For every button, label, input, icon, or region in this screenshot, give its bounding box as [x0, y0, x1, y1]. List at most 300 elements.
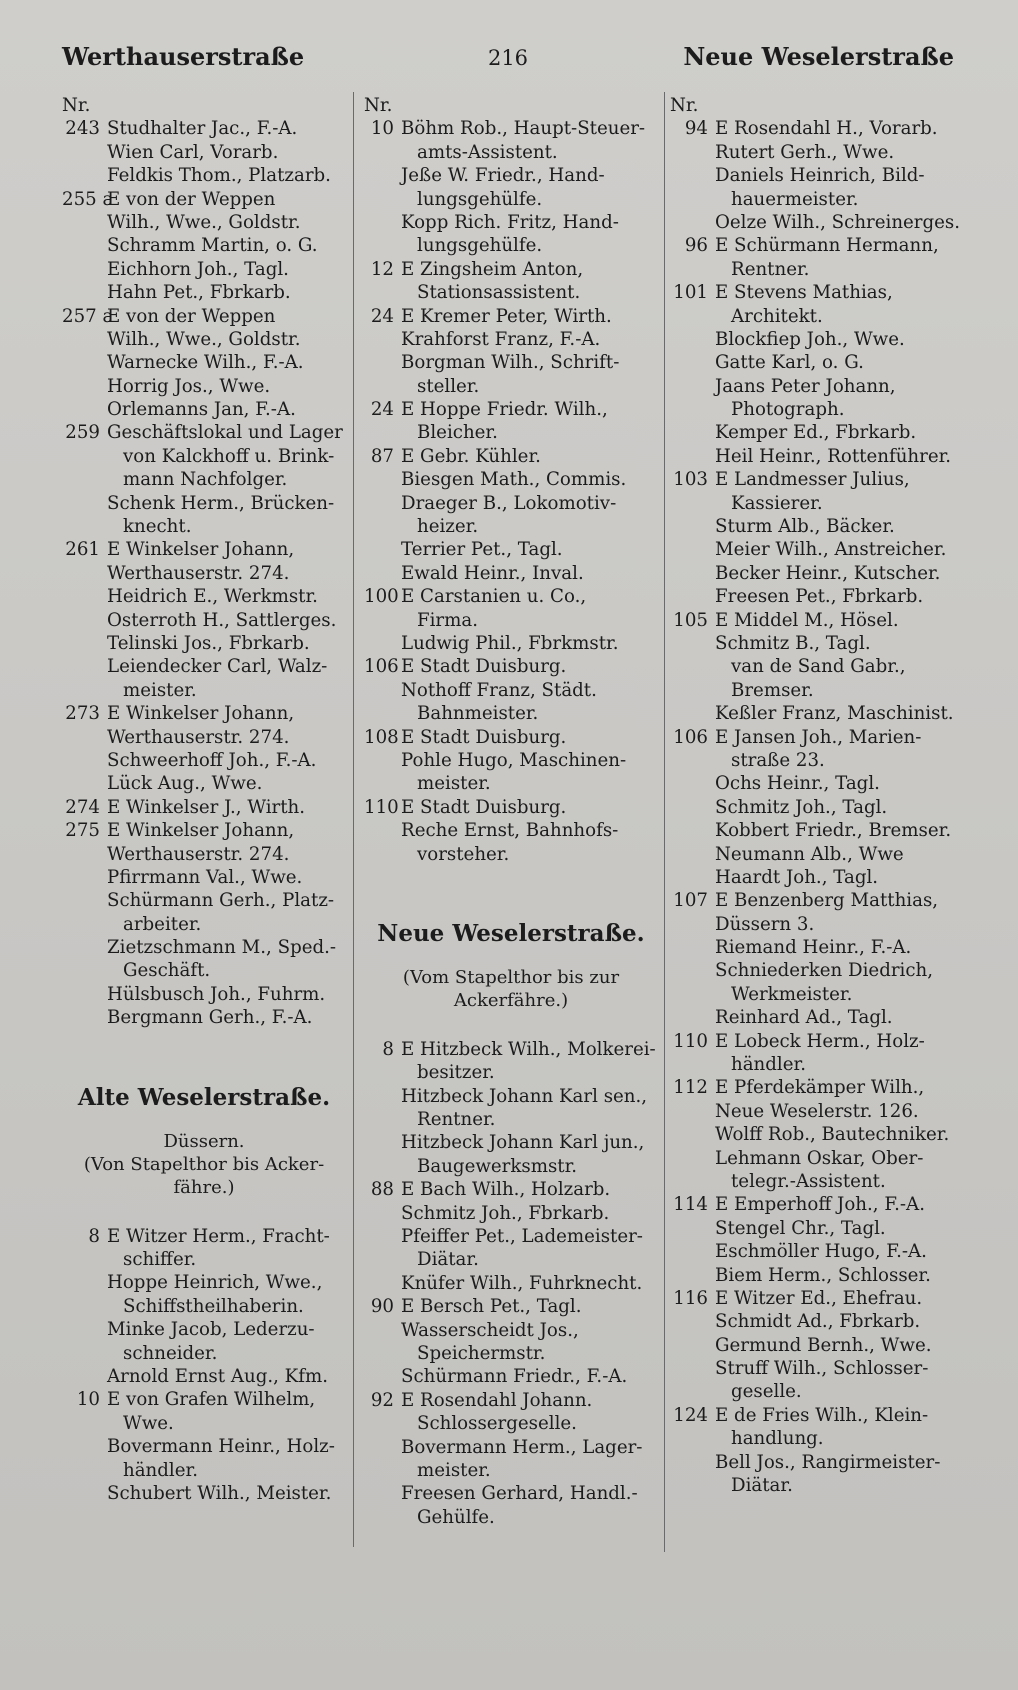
entry-line	[62, 772, 346, 795]
entry-line	[670, 796, 962, 819]
resident-name: Wien Carl, Vorarb.	[107, 141, 279, 163]
resident-name: E Stadt Duisburg.	[401, 656, 567, 678]
house-number: 255 a	[62, 188, 114, 210]
entry-line	[670, 515, 962, 538]
resident-name: Stationsassistent.	[417, 282, 581, 304]
resident-name: steller.	[417, 375, 480, 397]
directory-entry	[670, 609, 962, 726]
resident-name: Schniederken Diedrich,	[715, 960, 934, 982]
entry-line	[670, 983, 962, 1006]
entry-line	[62, 1006, 346, 1029]
resident-name: Haardt Joh., Tagl.	[715, 866, 879, 888]
directory-entry	[364, 1389, 658, 1529]
entry-line	[670, 164, 962, 187]
resident-name: Germund Bernh., Wwe.	[715, 1334, 932, 1356]
resident-name: Stengel Chr., Tagl.	[715, 1217, 886, 1239]
resident-name: E Pferdekämper Wilh.,	[715, 1077, 925, 1099]
house-number: 114	[673, 1194, 708, 1216]
house-number: 116	[673, 1287, 708, 1309]
house-number: 243	[65, 118, 100, 140]
entry-line	[62, 702, 346, 725]
entry-line	[364, 632, 658, 655]
resident-name: Ochs Heinr., Tagl.	[715, 773, 880, 795]
directory-entry	[670, 1404, 962, 1498]
house-number: 274	[65, 796, 100, 818]
resident-name: Sturm Alb., Bäcker.	[715, 516, 895, 538]
resident-name: Werthauserstr. 274.	[107, 726, 290, 748]
resident-name: Biesgen Math., Commis.	[401, 469, 627, 491]
section-subtitle: fähre.)	[173, 1176, 235, 1198]
resident-name: E von der Weppen	[107, 188, 276, 210]
house-number: 107	[673, 890, 708, 912]
resident-name: Arnold Ernst Aug., Kfm.	[107, 1365, 329, 1387]
entry-line	[62, 562, 346, 585]
entry-line	[670, 1404, 962, 1427]
house-number: 92	[370, 1389, 394, 1411]
house-number: 275	[65, 820, 100, 842]
directory-entry	[670, 1030, 962, 1077]
house-number: 96	[684, 235, 708, 257]
resident-name: Terrier Pet., Tagl.	[401, 539, 563, 561]
resident-name: E von der Weppen	[107, 305, 276, 327]
resident-name: händler.	[731, 1054, 806, 1076]
entry-line	[670, 1076, 962, 1099]
resident-name: E Rosendahl Johann.	[401, 1389, 593, 1411]
entry-line	[364, 492, 658, 515]
entry-line	[62, 843, 346, 866]
house-number: 10	[76, 1389, 100, 1411]
resident-name: Rutert Gerh., Wwe.	[715, 141, 895, 163]
resident-name: Ludwig Phil., Fbrkmstr.	[401, 632, 619, 654]
resident-name: Schlossergeselle.	[417, 1413, 577, 1435]
resident-name: E de Fries Wilh., Klein-	[715, 1404, 929, 1426]
resident-name: Osterroth H., Sattlerges.	[107, 609, 337, 631]
resident-name: Schmidt Ad., Fbrkarb.	[715, 1311, 921, 1333]
entry-line	[670, 1380, 962, 1403]
entry-line	[364, 609, 658, 632]
resident-name: Wilh., Wwe., Goldstr.	[107, 328, 301, 350]
resident-name: von Kalckhoff u. Brink-	[123, 445, 335, 467]
entry-line	[364, 375, 658, 398]
house-number: 90	[370, 1296, 394, 1318]
entry-line	[62, 468, 346, 491]
entry-line	[364, 141, 658, 164]
entry-line	[364, 1202, 658, 1225]
section-title: Neue Weselerstraße.	[377, 919, 645, 947]
resident-name: E Witzer Herm., Fracht-	[107, 1225, 330, 1247]
entry-line	[364, 538, 658, 561]
entry-line	[364, 679, 658, 702]
entry-line	[670, 679, 962, 702]
resident-name: E Hoppe Friedr. Wilh.,	[401, 399, 608, 421]
resident-name: Studhalter Jac., F.-A.	[107, 118, 298, 140]
resident-name: Bahnmeister.	[417, 703, 539, 725]
directory-entry	[62, 702, 346, 796]
section-subtitle: Ackerfähre.)	[453, 989, 569, 1011]
entry-line	[62, 538, 346, 561]
resident-name: E Lobeck Herm., Holz-	[715, 1030, 925, 1052]
resident-name: Krahforst Franz, F.-A.	[401, 328, 601, 350]
entry-line	[364, 398, 658, 421]
entry-line	[670, 117, 962, 140]
resident-name: Eichhorn Joh., Tagl.	[107, 258, 289, 280]
entry-line	[364, 328, 658, 351]
entry-line	[670, 726, 962, 749]
entry-line	[670, 1147, 962, 1170]
entry-line	[670, 281, 962, 304]
resident-name: E Witzer Ed., Ehefrau.	[715, 1287, 923, 1309]
house-number: 10	[370, 118, 394, 140]
entry-line	[670, 936, 962, 959]
resident-name: meister.	[123, 679, 197, 701]
entry-line	[364, 1038, 658, 1061]
house-number: 112	[673, 1077, 708, 1099]
entry-line	[62, 375, 346, 398]
resident-name: Heil Heinr., Rottenführer.	[715, 445, 952, 467]
entry-line	[670, 632, 962, 655]
resident-name: Diätar.	[417, 1249, 479, 1271]
resident-name: schiffer.	[123, 1249, 197, 1271]
resident-name: Pfeiffer Pet., Lademeister-	[401, 1226, 643, 1248]
entry-line	[364, 1155, 658, 1178]
resident-name: Keßler Franz, Maschinist.	[715, 703, 954, 725]
spacer	[62, 1116, 346, 1130]
entry-line	[670, 1217, 962, 1240]
resident-name: Lück Aug., Wwe.	[107, 773, 263, 795]
resident-name: Jaans Peter Johann,	[715, 375, 896, 397]
page-header	[62, 42, 954, 82]
directory-entry	[364, 445, 658, 585]
resident-name: Jeße W. Friedr., Hand-	[401, 165, 605, 187]
entry-line	[670, 492, 962, 515]
resident-name: arbeiter.	[123, 913, 202, 935]
resident-name: Becker Heinr., Kutscher.	[715, 562, 941, 584]
entry-line	[670, 328, 962, 351]
resident-name: E Winkelser J., Wirth.	[107, 796, 306, 818]
resident-name: Minke Jacob, Lederzu-	[107, 1319, 315, 1341]
nr-label: Nr.	[670, 95, 699, 116]
resident-name: E Zingsheim Anton,	[401, 258, 584, 280]
resident-name: E Carstanien u. Co.,	[401, 586, 587, 608]
directory-entry	[670, 889, 962, 1029]
entry-line	[670, 1310, 962, 1333]
resident-name: Blockfiep Joh., Wwe.	[715, 328, 905, 350]
resident-name: Baugewerksmstr.	[417, 1155, 578, 1177]
resident-name: meister.	[417, 1459, 491, 1481]
resident-name: amts-Assistent.	[417, 141, 558, 163]
entry-line	[62, 1459, 346, 1482]
resident-name: straße 23.	[731, 749, 825, 771]
resident-name: Hoppe Heinrich, Wwe.,	[107, 1272, 323, 1294]
entry-line	[670, 562, 962, 585]
entry-line	[364, 164, 658, 187]
entry-line	[62, 585, 346, 608]
entry-line	[364, 515, 658, 538]
spacer	[62, 1030, 346, 1076]
entry-line	[670, 772, 962, 795]
resident-name: Wilh., Wwe., Goldstr.	[107, 211, 301, 233]
resident-name: Rentner.	[417, 1109, 496, 1131]
resident-name: E Gebr. Kühler.	[401, 445, 541, 467]
resident-name: E Bersch Pet., Tagl.	[401, 1296, 582, 1318]
resident-name: Architekt.	[731, 305, 823, 327]
entry-line	[670, 1474, 962, 1497]
entry-line	[62, 866, 346, 889]
entry-line	[670, 866, 962, 889]
resident-name: van de Sand Gabr.,	[731, 656, 906, 678]
entry-line	[364, 1248, 658, 1271]
resident-name: E Rosendahl H., Vorarb.	[715, 118, 938, 140]
column-divider	[353, 92, 354, 1547]
entry-line	[364, 819, 658, 842]
resident-name: Kopp Rich. Fritz, Hand-	[401, 211, 619, 233]
resident-name: Bremser.	[731, 679, 814, 701]
resident-name: Schenk Herm., Brücken-	[107, 492, 335, 514]
entry-line	[62, 141, 346, 164]
entry-line	[62, 398, 346, 421]
entry-line	[670, 843, 962, 866]
directory-entry	[364, 655, 658, 725]
resident-name: Hitzbeck Johann Karl sen.,	[401, 1085, 648, 1107]
resident-name: Freesen Gerhard, Handl.-	[401, 1483, 638, 1505]
house-number: 12	[370, 258, 394, 280]
resident-name: E Winkelser Johann,	[107, 820, 295, 842]
resident-name: Schürmann Friedr., F.-A.	[401, 1366, 628, 1388]
entry-line	[670, 1030, 962, 1053]
resident-name: Daniels Heinrich, Bild-	[715, 165, 925, 187]
entry-line	[670, 1123, 962, 1146]
resident-name: Hitzbeck Johann Karl jun.,	[401, 1132, 645, 1154]
resident-name: Pfirrmann Val., Wwe.	[107, 866, 303, 888]
entry-line	[62, 281, 346, 304]
resident-name: Schmitz Joh., Fbrkarb.	[401, 1202, 610, 1224]
entry-line	[62, 609, 346, 632]
entry-line	[670, 702, 962, 725]
resident-name: Schmitz B., Tagl.	[715, 632, 871, 654]
entry-line	[670, 655, 962, 678]
resident-name: Bell Jos., Rangirmeister-	[715, 1451, 941, 1473]
spacer	[364, 866, 658, 912]
resident-name: Werkmeister.	[731, 983, 853, 1005]
house-number: 24	[370, 399, 394, 421]
resident-name: handlung.	[731, 1428, 824, 1450]
entry-line	[364, 1482, 658, 1505]
entry-line	[62, 164, 346, 187]
directory-entry	[62, 1388, 346, 1505]
entry-line	[62, 726, 346, 749]
entry-line	[62, 1412, 346, 1435]
entry-line	[364, 1178, 658, 1201]
house-number: 103	[673, 469, 708, 491]
resident-name: E Benzenberg Matthias,	[715, 890, 939, 912]
resident-name: Pohle Hugo, Maschinen-	[401, 749, 627, 771]
directory-entry	[670, 468, 962, 608]
resident-name: Riemand Heinr., F.-A.	[715, 937, 912, 959]
house-number: 87	[370, 445, 394, 467]
entry-line	[62, 936, 346, 959]
entry-line	[62, 305, 346, 328]
resident-name: E Landmesser Julius,	[715, 469, 910, 491]
resident-name: E Hitzbeck Wilh., Molkerei-	[401, 1038, 656, 1060]
entry-line	[670, 188, 962, 211]
entry-line	[670, 585, 962, 608]
resident-name: Geschäft.	[123, 960, 211, 982]
entry-line	[62, 889, 346, 912]
resident-name: Lehmann Oskar, Ober-	[715, 1147, 924, 1169]
entry-line	[364, 1131, 658, 1154]
entry-line	[364, 1319, 658, 1342]
entry-line	[62, 1342, 346, 1365]
resident-name: Düssern 3.	[715, 913, 815, 935]
resident-name: Schweerhoff Joh., F.-A.	[107, 749, 317, 771]
resident-name: Ewald Heinr., Inval.	[401, 562, 584, 584]
entry-line	[62, 421, 346, 444]
entry-line	[670, 375, 962, 398]
resident-name: knecht.	[123, 516, 192, 538]
resident-name: mann Nachfolger.	[123, 469, 288, 491]
entry-line	[62, 1365, 346, 1388]
directory-entry	[670, 1076, 962, 1193]
entry-line	[62, 1482, 346, 1505]
directory-entry	[670, 234, 962, 281]
section-subtitle: Düssern.	[163, 1130, 245, 1152]
resident-name: Heidrich E., Werkmstr.	[107, 586, 318, 608]
entry-line	[62, 749, 346, 772]
house-number: 88	[370, 1179, 394, 1201]
entry-line	[670, 913, 962, 936]
house-number: 101	[673, 282, 708, 304]
spacer	[62, 1199, 346, 1225]
resident-name: E Jansen Joh., Marien-	[715, 726, 922, 748]
entry-line	[670, 141, 962, 164]
entry-line	[364, 655, 658, 678]
resident-name: Draeger B., Lokomotiv-	[401, 492, 617, 514]
resident-name: Werthauserstr. 274.	[107, 843, 290, 865]
entry-line	[364, 188, 658, 211]
resident-name: geselle.	[731, 1381, 802, 1403]
resident-name: Bleicher.	[417, 422, 498, 444]
entry-line	[364, 1295, 658, 1318]
resident-name: Oelze Wilh., Schreinerges.	[715, 211, 961, 233]
entry-line	[670, 749, 962, 772]
resident-name: Neue Weselerstr. 126.	[715, 1100, 919, 1122]
resident-name: Rentner.	[731, 258, 810, 280]
entry-line	[670, 1427, 962, 1450]
resident-name: Horrig Jos., Wwe.	[107, 375, 271, 397]
entry-line	[670, 421, 962, 444]
entry-line	[670, 889, 962, 912]
spacer	[364, 1012, 658, 1038]
entry-line	[62, 328, 346, 351]
resident-name: Reinhard Ad., Tagl.	[715, 1007, 893, 1029]
directory-entry	[670, 1287, 962, 1404]
entry-line	[670, 1006, 962, 1029]
resident-name: Photograph.	[731, 399, 845, 421]
resident-name: Schubert Wilh., Meister.	[107, 1482, 332, 1504]
resident-name: Meier Wilh., Anstreicher.	[715, 539, 947, 561]
resident-name: E Kremer Peter, Wirth.	[401, 305, 612, 327]
entry-line	[670, 1264, 962, 1287]
resident-name: E Stadt Duisburg.	[401, 796, 567, 818]
entry-line	[364, 772, 658, 795]
entry-line	[62, 117, 346, 140]
spacer	[364, 952, 658, 966]
entry-line	[62, 351, 346, 374]
entry-line	[364, 468, 658, 491]
entry-line	[62, 211, 346, 234]
entry-line	[364, 796, 658, 819]
house-number: 106	[673, 726, 708, 748]
entry-line	[670, 959, 962, 982]
resident-name: Schürmann Gerh., Platz-	[107, 890, 335, 912]
resident-name: E Bach Wilh., Holzarb.	[401, 1179, 611, 1201]
entry-line	[62, 655, 346, 678]
entry-line	[364, 211, 658, 234]
directory-entry	[62, 819, 346, 1030]
entry-line	[364, 1412, 658, 1435]
entry-line	[62, 1271, 346, 1294]
resident-name: Kemper Ed., Fbrkarb.	[715, 422, 917, 444]
entry-line	[670, 1193, 962, 1216]
entry-line	[364, 1506, 658, 1529]
entry-line	[62, 1388, 346, 1411]
resident-name: Freesen Pet., Fbrkarb.	[715, 586, 924, 608]
entry-line	[670, 1451, 962, 1474]
directory-entry	[62, 538, 346, 702]
resident-name: schneider.	[123, 1342, 218, 1364]
directory-entry	[364, 1295, 658, 1389]
resident-name: E von Grafen Wilhelm,	[107, 1389, 316, 1411]
resident-name: E Stevens Mathias,	[715, 282, 893, 304]
directory-entry	[364, 796, 658, 866]
entry-line	[364, 234, 658, 257]
entry-line	[62, 258, 346, 281]
directory-entry	[364, 726, 658, 796]
house-number: 124	[673, 1404, 708, 1426]
entry-line	[62, 234, 346, 257]
entry-line	[364, 562, 658, 585]
entry-line	[364, 1061, 658, 1084]
resident-name: Kassierer.	[731, 492, 823, 514]
header-right-street: Neue Weselerstraße	[683, 42, 954, 71]
resident-name: Feldkis Thom., Platzarb.	[107, 165, 331, 187]
resident-name: Firma.	[417, 609, 479, 631]
entry-line	[62, 445, 346, 468]
directory-entry	[364, 1038, 658, 1178]
resident-name: Wwe.	[123, 1412, 174, 1434]
entry-line	[364, 702, 658, 725]
directory-entry	[364, 585, 658, 655]
directory-entry	[62, 305, 346, 422]
entry-line	[670, 1053, 962, 1076]
entry-line	[670, 1287, 962, 1310]
entry-line	[364, 351, 658, 374]
resident-name: besitzer.	[417, 1062, 495, 1084]
directory-entry	[670, 726, 962, 890]
entry-line	[670, 398, 962, 421]
directory-entry	[364, 117, 658, 257]
column-2	[364, 94, 658, 1529]
house-number: 108	[364, 726, 399, 748]
resident-name: Gehülfe.	[417, 1506, 495, 1528]
entry-line	[670, 445, 962, 468]
resident-name: Knüfer Wilh., Fuhrknecht.	[401, 1272, 643, 1294]
nr-label: Nr.	[62, 95, 91, 116]
resident-name: Gatte Karl, o. G.	[715, 352, 864, 374]
entry-line	[364, 843, 658, 866]
resident-name: Orlemanns Jan, F.-A.	[107, 399, 296, 421]
resident-name: Reche Ernst, Bahnhofs-	[401, 820, 619, 842]
